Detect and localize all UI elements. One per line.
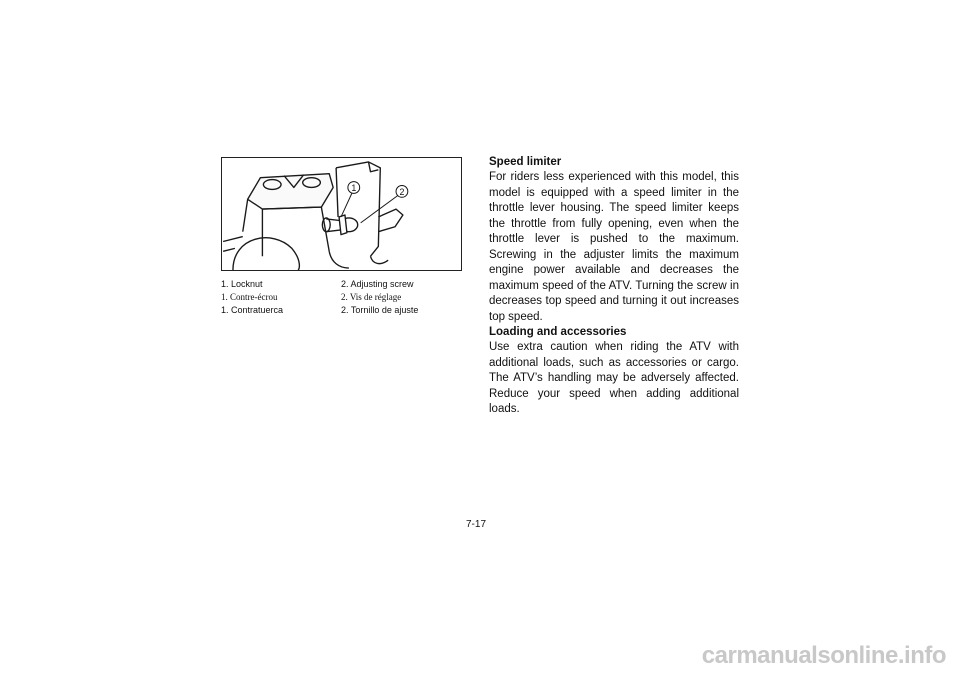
legend-row-english — [221, 279, 481, 290]
section-body-speed-limiter: For riders less experienced with this model, this model is equipped with a speed limiter in the throttle lever housing. The speed limiter keeps the throttle from fully opening, even when the throttle lever is pushed to the maximum. Screwing in the adjuster limits the maximum engine power available and decreases the maximum speed of the ATV. Turning the screw in decreases top speed and turning it out increases top speed. — [489, 171, 739, 323]
speed-limiter-illustration — [221, 157, 462, 271]
legend-row-french — [221, 292, 481, 303]
legend-item-contre-ecrou: 1. Contre-écrou — [221, 292, 278, 302]
section-heading-speed-limiter: Speed limiter — [489, 156, 562, 168]
svg-text:1: 1 — [351, 182, 357, 193]
watermark: carmanualsonline.info — [701, 642, 946, 669]
section-heading-loading-accessories: Loading and accessories — [489, 326, 627, 338]
legend-item-contratuerca: 1. Contratuerca — [221, 305, 284, 315]
svg-text:2: 2 — [399, 186, 405, 197]
callout-2 — [396, 186, 408, 198]
legend-item-locknut: 1. Locknut — [221, 279, 263, 289]
legend-item-vis-de-reglage: 2. Vis de réglage — [341, 292, 402, 302]
section-body-loading-accessories: Use extra caution when riding the ATV with additional loads, such as accessories or cargo. The ATV’s handling may be adversely affected. Reduce your speed when adding additional loads. — [489, 341, 739, 415]
callout-1 — [348, 182, 360, 194]
legend-row-spanish — [221, 305, 481, 316]
legend-item-tornillo-de-ajuste: 2. Tornillo de ajuste — [341, 305, 419, 315]
legend-item-adjusting-screw: 2. Adjusting screw — [341, 279, 414, 289]
page-number: 7-17 — [466, 519, 487, 530]
